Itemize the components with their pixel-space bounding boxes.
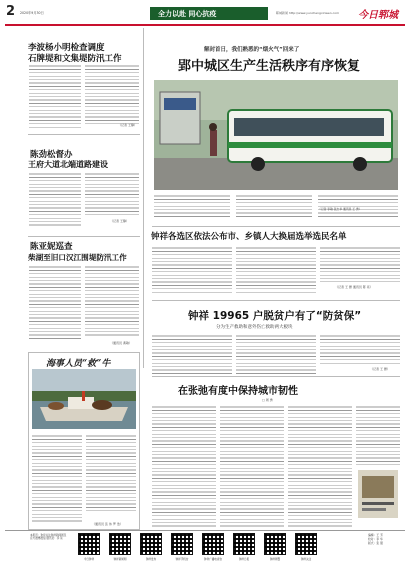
article-1-byline: （记者 王静） bbox=[118, 123, 137, 127]
insurance-body-col1 bbox=[152, 334, 232, 374]
qr-code bbox=[171, 533, 193, 555]
feature-body-col1 bbox=[32, 434, 82, 522]
commentary-author: □ 周 勇 bbox=[262, 398, 273, 402]
insurance-body-col2 bbox=[236, 334, 316, 374]
insurance-body-col3 bbox=[320, 334, 400, 364]
election-body-col1 bbox=[152, 246, 232, 294]
commentary-body-col3 bbox=[288, 405, 352, 527]
article-1-body-col2 bbox=[85, 64, 139, 126]
commentary-body-col1 bbox=[152, 405, 216, 527]
article-2-byline: （记者 王静） bbox=[110, 219, 129, 223]
masthead-rule bbox=[5, 24, 405, 26]
ad-thumbnail bbox=[358, 470, 398, 518]
qr-label: 钟祥网警 bbox=[269, 558, 281, 561]
credit-proofreader: 校对：李 华 bbox=[368, 537, 383, 541]
banner-text: 全力以赴 同心抗疫 bbox=[158, 10, 217, 18]
article-3-body-col1 bbox=[29, 265, 81, 340]
footer-credits bbox=[368, 533, 402, 545]
bus-stop-photo bbox=[154, 80, 398, 190]
article-divider bbox=[152, 226, 400, 227]
election-title: 钟祥各选区依法公布市、乡镇人大换届选举选民名单 bbox=[151, 232, 347, 242]
cattle-boat-photo bbox=[32, 369, 136, 429]
article-divider bbox=[152, 376, 400, 377]
qr-code bbox=[140, 533, 162, 555]
lead-kicker: 解封首日，我们熟悉的“烟火气”回来了 bbox=[204, 47, 300, 53]
paper-logo: 今日郓城 bbox=[358, 10, 398, 21]
insurance-subtitle: 分为生产救助和意外伤亡救助两大板块 bbox=[216, 325, 293, 330]
lead-byline: （记者 李敏 张志华 通讯员 王 勇） bbox=[318, 207, 362, 211]
qr-code bbox=[233, 533, 255, 555]
qr-label: 钟祥新闻网 bbox=[113, 558, 127, 561]
qr-label: 钟祥广播电视台 bbox=[203, 558, 223, 561]
article-3-byline: （通讯员 黄敏） bbox=[110, 341, 132, 345]
article-2-body-col1 bbox=[29, 172, 81, 226]
qr-label: 钟祥手机台 bbox=[175, 558, 189, 561]
lead-title: 郢中城区生产生活秩序有序恢复 bbox=[178, 59, 361, 74]
commentary-body-col4 bbox=[356, 405, 400, 465]
commentary-body-col2 bbox=[220, 405, 284, 527]
article-2-title: 陈劲松督办 bbox=[30, 150, 73, 160]
feature-title: 海事人员“救”牛 bbox=[46, 359, 111, 369]
qr-label: 钟祥发布 bbox=[145, 558, 157, 561]
article-3-body-col2 bbox=[85, 265, 139, 337]
qr-label: 钟祥关注 bbox=[300, 558, 312, 561]
article-divider bbox=[152, 300, 400, 301]
election-body-col3 bbox=[320, 246, 400, 282]
feature-body-col2 bbox=[86, 434, 136, 514]
qr-code bbox=[295, 533, 317, 555]
commentary-title: 在张弛有度中保持城市韧性 bbox=[178, 386, 298, 397]
feature-byline: （通讯员 张 伟 罗 浩） bbox=[92, 522, 123, 526]
qr-code bbox=[202, 533, 224, 555]
page-number: 2 bbox=[6, 4, 16, 19]
article-3-title2: 柴湖至旧口汉江围堤防汛工作 bbox=[28, 253, 127, 262]
article-2-title2: 王府大道北端道路建设 bbox=[28, 160, 108, 169]
qr-code bbox=[109, 533, 131, 555]
article-1-body-col1 bbox=[29, 64, 81, 128]
masthead-banner bbox=[150, 7, 268, 20]
article-divider bbox=[28, 236, 140, 237]
article-1-title: 李波杨小明检查调度 bbox=[28, 43, 105, 53]
election-byline: （记者 王 群 通讯员 陈 亮） bbox=[335, 285, 373, 289]
footer-rule bbox=[5, 530, 405, 531]
footer-note: 本报讯：欢迎关注钟祥新闻网及官方微博微信 通讯员：李 亮 bbox=[30, 534, 67, 541]
qr-code bbox=[264, 533, 286, 555]
qr-code bbox=[78, 533, 100, 555]
credit-editor: 编辑：王 芳 bbox=[368, 533, 383, 537]
column-divider bbox=[143, 28, 144, 368]
article-divider bbox=[28, 134, 140, 135]
lead-body-col3 bbox=[318, 194, 398, 218]
lead-body-col2 bbox=[236, 194, 312, 218]
credit-layout: 版式：张 强 bbox=[368, 541, 383, 545]
edition-info: 郓城新闻 http://www.yunchengxinwen.com bbox=[276, 11, 340, 15]
article-2-body-col2 bbox=[85, 172, 139, 216]
qr-label: 今日钟祥 bbox=[83, 558, 95, 561]
insurance-byline: （记者 王 群） bbox=[370, 367, 390, 371]
lead-body-col1 bbox=[154, 194, 230, 218]
article-1-title2: 石牌堤和文集堤防汛工作 bbox=[28, 54, 122, 64]
masthead-date: 2020年9月30日 bbox=[20, 11, 44, 15]
article-3-title: 陈亚妮巡查 bbox=[30, 242, 73, 252]
insurance-title: 钟祥 19965 户脱贫户有了“防贫保” bbox=[188, 310, 362, 322]
qr-label: 钟祥日报 bbox=[238, 558, 250, 561]
election-body-col2 bbox=[236, 246, 316, 294]
